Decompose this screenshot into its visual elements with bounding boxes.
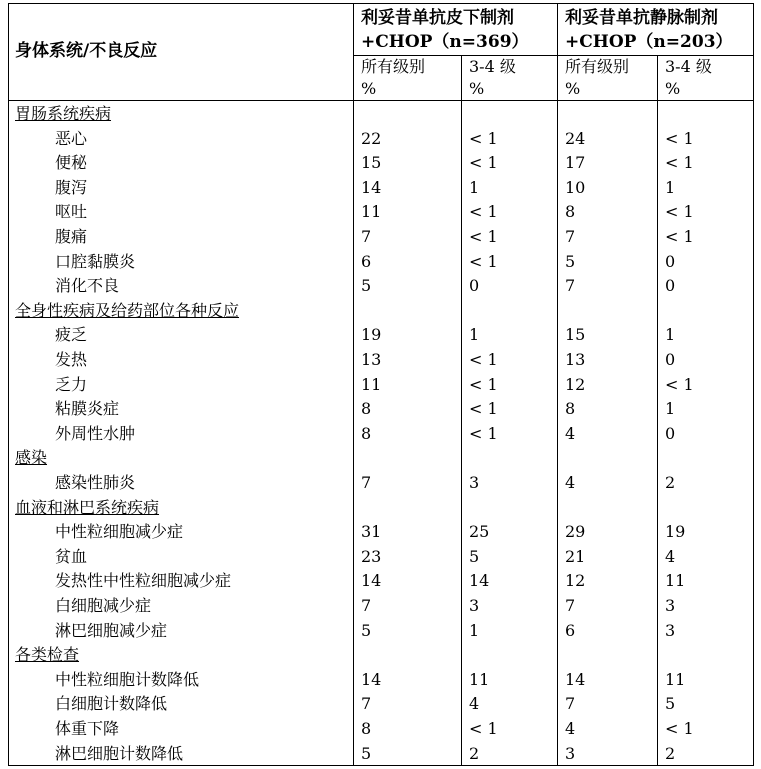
- reaction-label: 乏力: [55, 374, 88, 394]
- table-row: [9, 397, 753, 422]
- iv-all-grades-value: 4: [565, 423, 576, 443]
- iv-grade34-value: < 1: [665, 153, 694, 173]
- iv-grade34-value: 1: [665, 325, 676, 345]
- iv-all-grades-value: 24: [565, 128, 586, 148]
- reaction-label: 淋巴细胞计数降低: [55, 743, 184, 763]
- iv-grade34-value: 1: [665, 399, 676, 419]
- table-row: [9, 200, 753, 225]
- iv-all-grades-value: 4: [565, 719, 576, 738]
- sc-grade34-value: 1: [469, 177, 480, 197]
- iv-grade34-value: < 1: [665, 374, 694, 394]
- reaction-label: 粘膜炎症: [55, 399, 120, 419]
- sc-all-grades-value: 11: [361, 202, 382, 222]
- iv-grade34-value: < 1: [665, 128, 694, 148]
- divider-header-bottom: [9, 100, 753, 101]
- iv-all-grades-value: 29: [565, 522, 586, 542]
- table-row: [9, 274, 753, 299]
- sc-grade34-value: 25: [469, 522, 490, 542]
- sc-all-grades-value: 11: [361, 374, 382, 394]
- category-row: [9, 446, 753, 471]
- sc-grade34-value: 2: [469, 743, 480, 763]
- iv-all-grades-value: 5: [565, 251, 576, 271]
- reaction-label: 恶心: [55, 128, 88, 148]
- table-row: [9, 176, 753, 201]
- sc-all-grades-value: 7: [361, 694, 372, 714]
- iv-grade34-value: 2: [665, 473, 676, 492]
- table-row: [9, 323, 753, 348]
- iv-grade34-value: 0: [665, 251, 676, 271]
- iv-grade34-value: 0: [665, 276, 676, 296]
- table-row: [9, 668, 753, 693]
- sc-grade34-value: 11: [469, 669, 490, 689]
- category-label: 血液和淋巴系统疾病: [15, 497, 160, 517]
- reaction-label: 便秘: [55, 153, 88, 173]
- reaction-label: 中性粒细胞减少症: [55, 522, 184, 542]
- category-label: 胃肠系统疾病: [15, 104, 112, 123]
- sc-grade34-value: < 1: [469, 202, 498, 222]
- iv-all-grades-value: 8: [565, 399, 576, 419]
- iv-all-grades-pct: %: [565, 79, 581, 98]
- iv-grade34-value: 3: [665, 620, 676, 640]
- sc-all-grades-value: 22: [361, 128, 382, 148]
- sc-all-grades-value: 5: [361, 276, 372, 296]
- iv-all-grades-value: 14: [565, 669, 586, 689]
- iv-all-grades-value: 7: [565, 694, 576, 714]
- table-row: [9, 373, 753, 398]
- sc-all-grades-header: 所有级别: [361, 57, 426, 76]
- iv-all-grades-value: 3: [565, 743, 576, 763]
- iv-all-grades-value: 12: [565, 374, 586, 394]
- sc-all-grades-value: 7: [361, 473, 372, 492]
- reaction-label: 白细胞计数降低: [55, 694, 168, 714]
- category-label: 感染: [15, 448, 48, 468]
- iv-all-grades-value: 13: [565, 350, 586, 369]
- iv-grade34-value: 19: [665, 522, 686, 542]
- sc-all-grades-value: 14: [361, 669, 382, 689]
- iv-group-title: 利妥昔单抗静脉制剂: [565, 8, 718, 28]
- iv-all-grades-value: 15: [565, 325, 586, 345]
- iv-grade34-value: 1: [665, 177, 676, 197]
- sc-grade34-value: 3: [469, 596, 480, 615]
- reaction-label: 呕吐: [55, 202, 88, 222]
- sc-grade34-value: < 1: [469, 227, 498, 246]
- sc-grade34-value: 3: [469, 473, 480, 492]
- iv-grade34-value: < 1: [665, 719, 694, 738]
- adverse-reactions-table: [8, 3, 754, 766]
- iv-all-grades-value: 12: [565, 571, 586, 591]
- iv-all-grades-value: 6: [565, 620, 576, 640]
- sc-grade34-value: 4: [469, 694, 480, 714]
- category-row: [9, 496, 753, 521]
- reaction-label: 消化不良: [55, 276, 120, 296]
- sc-grade34-value: 1: [469, 325, 480, 345]
- reaction-label: 疲乏: [55, 325, 88, 345]
- sc-grade34-value: 14: [469, 571, 490, 591]
- iv-all-grades-value: 7: [565, 276, 576, 296]
- iv-all-grades-header: 所有级别: [565, 57, 630, 76]
- iv-all-grades-value: 8: [565, 202, 576, 222]
- reaction-label: 体重下降: [55, 719, 120, 738]
- reaction-label: 感染性肺炎: [55, 473, 136, 492]
- sc-all-grades-value: 7: [361, 596, 372, 615]
- iv-group-n: +CHOP（n=203）: [565, 32, 733, 52]
- sc-all-grades-value: 8: [361, 719, 372, 738]
- sc-all-grades-value: 31: [361, 522, 382, 542]
- sc-all-grades-value: 23: [361, 546, 382, 566]
- sc-all-grades-value: 15: [361, 153, 382, 173]
- iv-grade34-value: 2: [665, 743, 676, 763]
- reaction-label: 淋巴细胞减少症: [55, 620, 168, 640]
- reaction-label: 口腔黏膜炎: [55, 251, 136, 271]
- iv-grade34-value: 5: [665, 694, 676, 714]
- sc-grade34-value: < 1: [469, 153, 498, 173]
- sc-grade34-value: < 1: [469, 423, 498, 443]
- category-row: [9, 102, 753, 127]
- table-row: [9, 127, 753, 152]
- sc-group-title: 利妥昔单抗皮下制剂: [361, 8, 514, 28]
- table-row: [9, 692, 753, 717]
- sc-grade34-value: < 1: [469, 374, 498, 394]
- sc-all-grades-value: 8: [361, 423, 372, 443]
- table-row: [9, 545, 753, 570]
- sc-grade34-header: 3-4 级: [469, 57, 516, 76]
- iv-grade34-value: 11: [665, 669, 686, 689]
- table-row: [9, 471, 753, 496]
- table-row: [9, 348, 753, 373]
- reaction-label: 发热性中性粒细胞减少症: [55, 571, 232, 591]
- table-row: [9, 717, 753, 742]
- reaction-label: 贫血: [55, 546, 88, 566]
- sc-grade34-value: 1: [469, 620, 480, 640]
- iv-grade34-value: 0: [665, 350, 676, 369]
- sc-grade34-value: < 1: [469, 251, 498, 271]
- sc-all-grades-value: 19: [361, 325, 382, 345]
- category-label: 全身性疾病及给药部位各种反应: [15, 300, 240, 320]
- iv-grade34-value: 0: [665, 423, 676, 443]
- category-row: [9, 299, 753, 324]
- sc-all-grades-value: 5: [361, 620, 372, 640]
- iv-grade34-value: 4: [665, 546, 676, 566]
- sc-all-grades-value: 7: [361, 227, 372, 246]
- iv-all-grades-value: 17: [565, 153, 586, 173]
- row-label-header: 身体系统/不良反应: [15, 41, 158, 61]
- iv-all-grades-value: 21: [565, 546, 586, 566]
- category-row: [9, 643, 753, 668]
- table-row: [9, 250, 753, 275]
- table-row: [9, 594, 753, 619]
- reaction-label: 白细胞减少症: [55, 596, 152, 615]
- iv-grade34-value: 3: [665, 596, 676, 615]
- reaction-label: 发热: [55, 350, 88, 369]
- sc-grade34-value: 0: [469, 276, 480, 296]
- sc-grade34-value: < 1: [469, 350, 498, 369]
- sc-all-grades-value: 13: [361, 350, 382, 369]
- sc-all-grades-value: 5: [361, 743, 372, 763]
- table-row: [9, 742, 753, 767]
- sc-grade34-pct: %: [469, 79, 485, 98]
- iv-all-grades-value: 4: [565, 473, 576, 492]
- iv-grade34-header: 3-4 级: [665, 57, 712, 76]
- reaction-label: 外周性水肿: [55, 423, 136, 443]
- divider-header-mid: [353, 55, 753, 56]
- table-row: [9, 422, 753, 447]
- reaction-label: 腹痛: [55, 227, 88, 246]
- sc-grade34-value: < 1: [469, 128, 498, 148]
- sc-grade34-value: < 1: [469, 719, 498, 738]
- sc-all-grades-value: 8: [361, 399, 372, 419]
- iv-grade34-value: < 1: [665, 227, 694, 246]
- iv-grade34-pct: %: [665, 79, 681, 98]
- iv-grade34-value: 11: [665, 571, 686, 591]
- sc-all-grades-value: 14: [361, 177, 382, 197]
- table-row: [9, 569, 753, 594]
- sc-all-grades-value: 6: [361, 251, 372, 271]
- category-label: 各类检查: [15, 645, 80, 665]
- iv-all-grades-value: 10: [565, 177, 586, 197]
- sc-all-grades-pct: %: [361, 79, 377, 98]
- sc-grade34-value: < 1: [469, 399, 498, 419]
- table-row: [9, 520, 753, 545]
- table-row: [9, 619, 753, 644]
- sc-group-n: +CHOP（n=369）: [361, 32, 529, 52]
- reaction-label: 中性粒细胞计数降低: [55, 669, 200, 689]
- table-row: [9, 151, 753, 176]
- table-row: [9, 225, 753, 250]
- iv-all-grades-value: 7: [565, 596, 576, 615]
- iv-all-grades-value: 7: [565, 227, 576, 246]
- sc-all-grades-value: 14: [361, 571, 382, 591]
- reaction-label: 腹泻: [55, 177, 88, 197]
- sc-grade34-value: 5: [469, 546, 480, 566]
- iv-grade34-value: < 1: [665, 202, 694, 222]
